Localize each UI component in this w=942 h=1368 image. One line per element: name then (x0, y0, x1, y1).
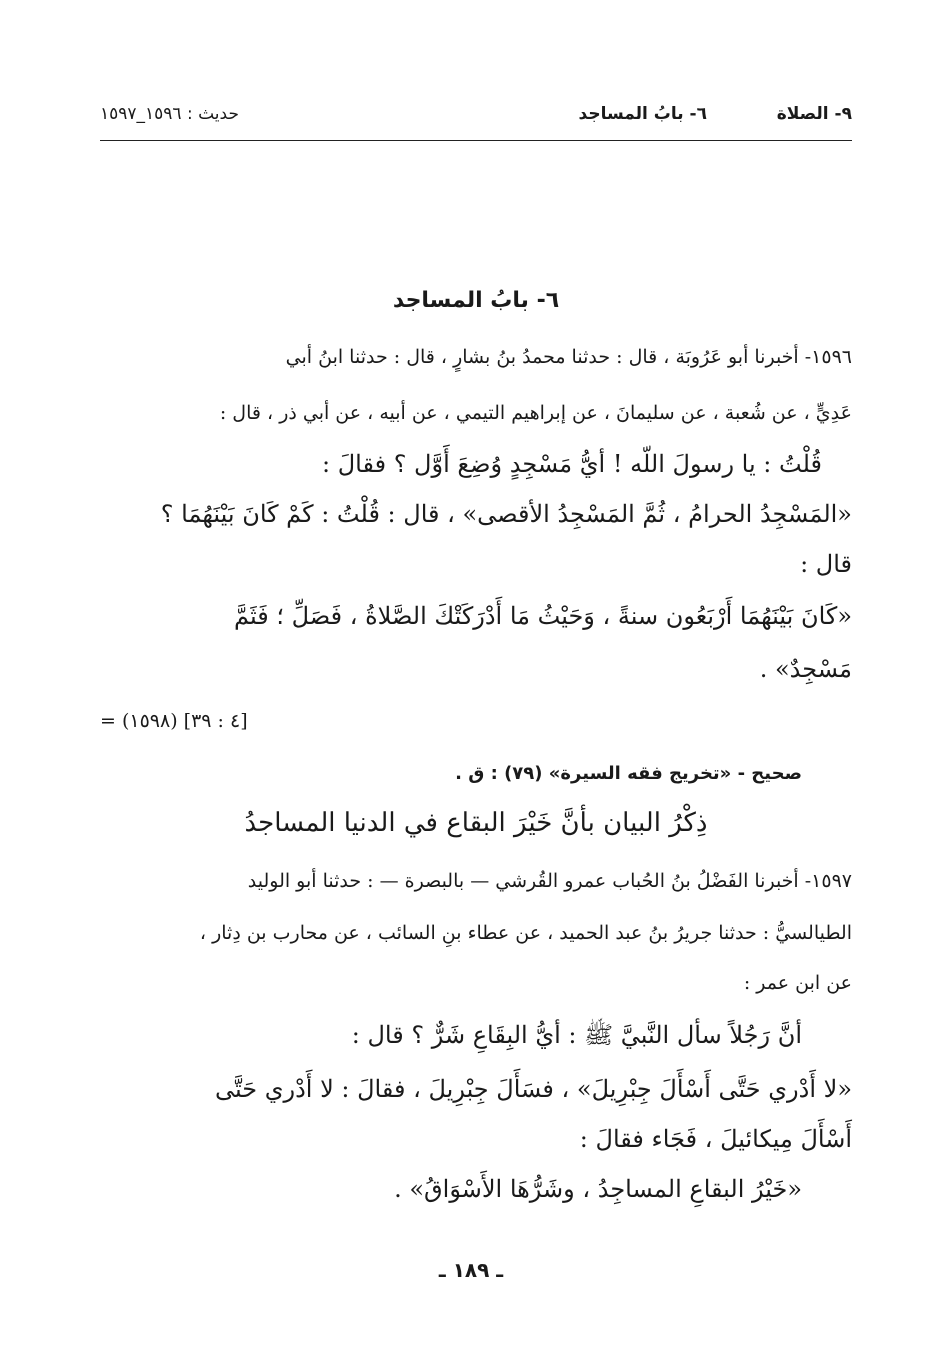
hadith-1596-isnad-line-2: عَدِيٍّ ، عن شُعبة ، عن سليمانَ ، عن إبراهيم التيمي ، عن أبيه ، عن أبي ذر ، قال : (219, 402, 852, 424)
hadith-1597-matn-line-2: «لا أَدْري حَتَّى أَسْأَلَ جِبْرِيلَ» ، فسَأَلَ جِبْرِيلَ ، فقالَ : لا أَدْري حَتَّى (215, 1075, 852, 1103)
hadith-1596-isnad-line-1: ١٥٩٦- أخبرنا أبو عَرُوبَة ، قال : حدثنا محمدُ بنُ بشارٍ ، قال : حدثنا ابنُ أبي (285, 346, 852, 368)
section-heading: ذِكْرُ البيان بأنَّ خَيْرَ البقاع في الدنيا المساجدُ (244, 808, 708, 838)
hadith-1597-matn-line-4: «خَيْرُ البقاعِ المساجِدُ ، وشَرُّهَا الأَسْوَاقُ» . (394, 1175, 802, 1203)
running-header (100, 104, 852, 136)
hadith-1596-matn-line-1: قُلْتُ : يا رسولَ اللّه ! أيُّ مَسْجِدٍ وُضِعَ أَوَّل ؟ فقالَ : (321, 450, 822, 478)
header-hadith-range: حديث : ١٥٩٦_١٥٩٧ (100, 104, 239, 124)
page-number: ـ ١٨٩ ـ (438, 1258, 504, 1282)
hadith-1596-cross-reference: = (١٥٩٨) [٤ : ٣٩] (100, 710, 248, 732)
hadith-1596-matn-line-5: مَسْجِدٌ» . (759, 655, 852, 683)
hadith-1597-matn-line-1: أنَّ رَجُلاً سأل النَّبيَّ ﷺ : أيُّ البِقَاعِ شَرٌّ ؟ قال : (351, 1021, 802, 1049)
hadith-1596-matn-line-4: «كَانَ بَيْنَهُمَا أَرْبَعُون سنةً ، وَحَيْثُ مَا أَدْرَكَتْكَ الصَّلاةُ ، فَصَلِّ ؛ فَثَمَّ (234, 602, 852, 630)
header-chapter-title: ٦- بابُ المساجد (578, 104, 707, 124)
hadith-1597-isnad-line-3: عن ابن عمر : (743, 972, 852, 994)
header-divider (100, 140, 852, 141)
chapter-heading: ٦- بابُ المساجد (392, 288, 560, 313)
hadith-1597-matn-line-3: أَسْأَلَ مِيكائيلَ ، فَجَاء فقالَ : (579, 1125, 852, 1153)
hadith-1597-isnad-line-1: ١٥٩٧- أخبرنا الفَضْلُ بنُ الحُباب عمرو القُرشي — بالبصرة — : حدثنا أبو الوليد (247, 870, 852, 892)
hadith-1596-matn-line-3: قال : (800, 550, 852, 578)
hadith-1597-isnad-line-2: الطيالسيُّ : حدثنا جريرُ بنُ عبد الحميد ، عن عطاء بنِ السائب ، عن محارب بن دِثار ، (199, 922, 852, 944)
hadith-1596-grade: صحيح - «تخريج فقه السيرة» (٧٩) : ق . (455, 763, 802, 784)
header-book-title: ٩- الصلاة (776, 104, 852, 124)
hadith-1596-matn-line-2: «المَسْجِدُ الحرامُ ، ثُمَّ المَسْجِدُ الأقصى» ، قال : قُلْتُ : كَمْ كَانَ بَيْنَهُمَا ؟ (160, 500, 852, 528)
